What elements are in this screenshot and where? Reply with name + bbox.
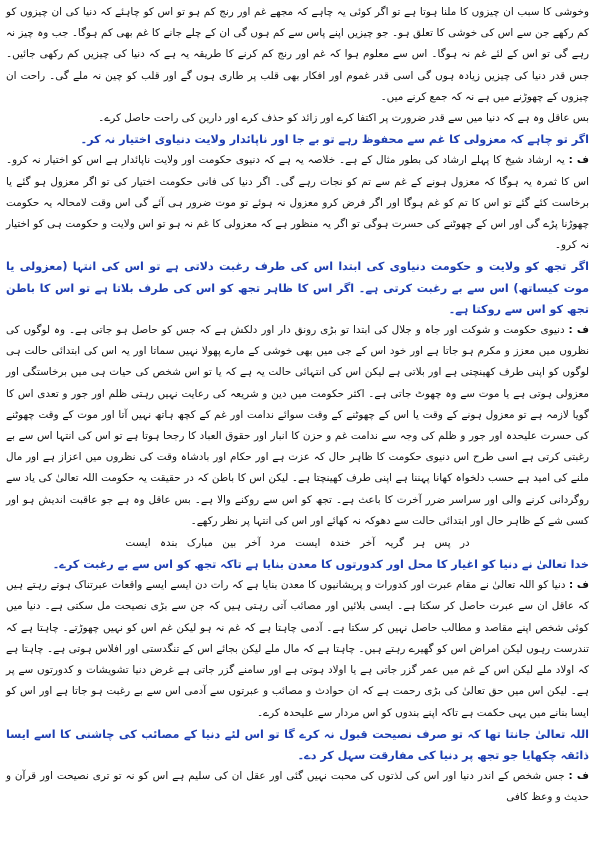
commentary-text: دنیا کو اللہ تعالیٰ نے مقام عبرت اور کدورات و پریشانیوں کا معدن بنایا ہے کہ رات دن ایسے ایسے واقعات عبرتناک ہوتے رہتے ہیں کہ عاقل ان سے عبرت حاصل کر سکتا ہے۔ ایسی بلائیں اور مصائب آتی رہتی ہیں کہ جن سے بڑی نصیحت مل سکتی ہے۔ دنیا میں کوئی شخص اپنے مقاصد و مطالب حاصل نہیں کر سکتا ہے۔ آدمی چاہتا ہے کہ غم نہ ہو لیکن غم اس کو نہیں چھوڑتے۔ چاہتا ہے کہ تندرست رہوں لیکن امراض اس کو گھیرے رہتے ہیں۔ چاہتا ہے کہ مال ملے لیکن بجائے اس کے تنگدستی اور افلاس ہوتی ہے۔ چاہتا ہے کہ اولاد ملے لیکن اس کے غم میں عمر گزر جاتی ہے یا اولاد ہوتی ہے اور سامنے گزر جاتی ہے غرض دنیا تشویشات و کدورتوں سے پر ہے۔ لیکن اس میں حق تعالیٰ کی بڑی رحمت ہے کہ ان حوادث و مصائب و عبرتوں سے آدمی اس سے بے رغبت ہو جاتا ہے اور اس کو ایسا بنانے میں یہی حکمت ہے تاکہ اپنے بندوں کو اس مردار سے علیحدہ کرے۔: [6, 579, 589, 719]
aphorism-heading-1: اگر تو چاہے کہ معزولی کا غم سے محفوظ رہے تو بے جا اور ناپائدار ولایت دنیاوی اختیار نہ کر۔: [80, 133, 589, 147]
commentary-marker: ف :: [568, 770, 589, 783]
commentary-text: دنیوی حکومت و شوکت اور جاہ و جلال کی ابتدا تو بڑی رونق دار اور دلکش ہے کہ جس کو حاصل ہو جاتی ہے۔ وہ لوگوں کی نظروں میں معزز و مکرم ہو جاتا ہے اور خود اس کے جی میں بھی خوشی کے مارے پھولا نہیں سماتا اور یہ اس کی ابتدائی حالت ہی لوگوں کو اپنی طرف کھینچتی ہے اور بلاتی ہے لیکن اس کی انتہائی حالت یہ ہے کہ یا تو اس شخص کی حیات ہی میں برخاستگی اور معزولی ہوتی ہے یا موت سے وہ چھوٹ جاتی ہے۔ اکثر حکومت میں دین و شریعہ کی رعایت نہیں رہتی ظلم اور جور و تعدی اس کا گویا لازمہ ہے تو معزول ہونے کے وقت یا اس کے چھوٹنے کے وقت سوائے ندامت اور غم کے کچھ ہاتھ نہیں آتا اور موت کے وقت چھوٹنے کی حسرت علیحدہ اور جور و ظلم کی وجہ سے ندامت غم و حزن کا انبار اور حقوق العباد کا رجحا ہوتا ہے تو اس کی انتہا اس سے بے رغبتی کرتی ہے اسی طرح اس دنیوی حکومت کا ظاہر حال کہ عزت ہے اور حکام اور بادشاہ وقت کی نظروں میں اعزاز ہے اور مال ملنے کی امید ہے حسب دلخواہ کھانا پہننا ہے اپنی طرف کھینچتا ہے۔ لیکن اس کا باطن کہ در حقیقت یہ حکومت اللہ تعالیٰ کی یاد سے روگردانی کرنے والی اور سراسر ضرر آخرت کا باعث ہے۔ تجھ کو اس سے روکنے والا ہے۔ بس عاقل وہ ہے جو عاقبت اندیش ہو اور کسی شے کے ظاہر حال اور ابتدائی حالت سے دھوکہ نہ کھائے اور اس کی انتہا پر نظر رکھے۔: [6, 324, 589, 527]
aphorism-heading-4: اللہ تعالیٰ جانتا تھا کہ تو صرف نصیحت قبول نہ کرے گا تو اس لئے دنیا کے مصائب کی چاشنی کا اسے ایسا ذائقہ چکھایا جو تجھ پر دنیا کی مفارقت سہل کر دے۔: [6, 727, 589, 762]
commentary-marker: ف :: [568, 324, 589, 337]
commentary-text: جس شخص کے اندر دنیا اور اس کی لذتوں کی محبت نہیں گئی اور عقل ان کی سلیم ہے اس کو نہ تو تری نصیحت اور قرآن و حدیث و وعظ کافی: [6, 770, 589, 804]
commentary-1: [6, 150, 589, 256]
commentary-marker: ف :: [568, 154, 589, 167]
paragraph-1: وخوشی کا سبب ان چیزوں کا ملنا ہوتا ہے تو اگر کوئی یہ چاہے کہ مجھے غم اور رنج کم ہو تو اس کو چاہئے کہ دنیا کی ان چیزوں کو کم رکھے جن سے اس کی خوشی کا تعلق ہو۔ جو چیزیں اپنے پاس سے کم ہوں گی ان کے چلے جانے کا غم بھی کم ہوگا۔ جب وہ چیز نہ رہے گی تو اس کے لئے غم نہ ہوگا۔ اس سے معلوم ہوا کہ غم اور رنج کم کرنے کا طریقہ یہ ہے کہ دنیا کی چیزیں کم رکھی جائیں۔ جس قدر دنیا کی چیزیں زیادہ ہوں گی اسی قدر غموم اور افکار بھی قلب پر طاری ہوں گے اور قلب کو چین نہ ملے گی۔ راحت ان چیزوں کے چھوڑنے میں ہے نہ کہ جمع کرنے میں۔: [6, 6, 589, 103]
commentary-marker: ف :: [568, 579, 590, 592]
commentary-text: یہ ارشاد شیخ کا پہلے ارشاد کی بطور مثال کے ہے۔ خلاصہ یہ ہے کہ دنیوی حکومت اور ولایت ناپائدار ہے اس کو اختیار نہ کرو۔ اس کا ثمرہ یہ ہوگا کہ معزول ہونے کے غم سے تم کو نجات رہے گی۔ اگر دنیا کی فانی حکومت اختیار کی تو اگر معزول ہو گئے یا برخاست کئے گئے تو اس کا تم کو غم ہوگا اور اگر فرض کرو معزول نہ ہوئے تو موت ضرور ہی آئے گی اس وقت لامحالہ یہ حکومت چھوڑنا پڑے گی اور اس کے چھوٹنے کی حسرت ہوگی تو اگر یہ منظور ہے کہ معزولی کا غم نہ ہو تو اس ولایت و حکومت ہی کو اختیار نہ کرو۔: [6, 154, 589, 252]
commentary-4: [6, 766, 589, 808]
persian-verse: در پس ہر گریہ آخر خندہ ایست مرد آخر بین مبارک بندہ ایست: [125, 537, 470, 550]
commentary-2: [6, 320, 589, 532]
commentary-3: [6, 575, 589, 723]
aphorism-heading-2: اگر تجھ کو ولایت و حکومت دنیاوی کی ابتدا اس کی طرف رغبت دلاتی ہے تو اس کی انتہا (معزولی یا موت کیساتھ) اس سے بے رغبت کرتی ہے۔ اگر اس کا ظاہر تجھ کو اس کی طرف بلاتا ہے تو اس کا باطن تجھ کو اس سے روکتا ہے۔: [6, 260, 589, 316]
paragraph-2: بس عاقل وہ ہے کہ دنیا میں سے قدر ضرورت پر اکتفا کرے اور زائد کو حذف کرے اور دارین کی راحت حاصل کرے۔: [98, 112, 589, 125]
aphorism-heading-3: خدا تعالیٰ نے دنیا کو اغیار کا محل اور کدورتوں کا معدن بنایا ہے تاکہ تجھ کو اس سے بے رغبت کرے۔: [52, 558, 589, 572]
